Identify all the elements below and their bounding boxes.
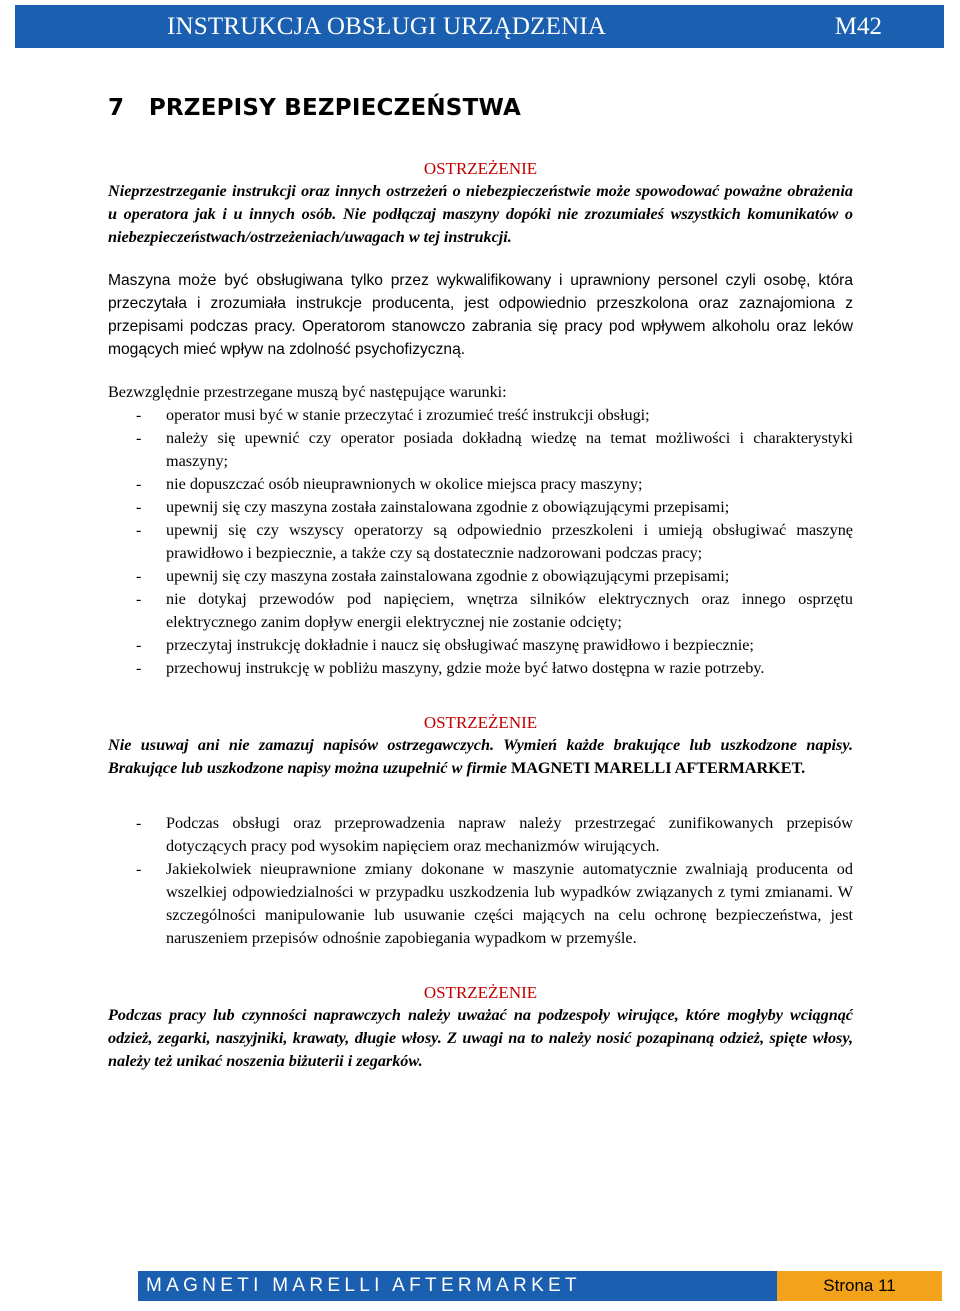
- warning-text-3: Podczas pracy lub czynności naprawczych należy uważać na podzespoły wirujące, które mogłyby wciągnąć odzież, zegarki, naszyjniki, krawaty, długie włosy. Z uwagi na to należy nosić pozapinaną odzież, spięte włosy, należy też unikać noszenia biżuterii i zegarków.: [108, 1006, 853, 1070]
- dash-bullet: -: [136, 659, 142, 677]
- company-name: MAGNETI MARELLI AFTERMARKET.: [510, 759, 806, 777]
- warning-text-1: Nieprzestrzeganie instrukcji oraz innych ostrzeżeń o niebezpieczeństwie może spowodować poważne obrażenia u operatora jak i u innych osób. Nie podłączaj maszyny dopóki nie zrozumiałeś wszystkich komunikatów o niebezpieczeństwach/ostrzeżeniach/uwagach w tej instrukcji.: [108, 182, 853, 246]
- conditions-list: [108, 404, 853, 680]
- list-item-text: upewnij się czy wszyscy operatorzy są odpowiednio przeszkoleni i umieją obsługiwać maszynę prawidłowo i bezpiecznie, a także czy są dostatecznie nadzorowani podczas pracy;: [166, 521, 853, 562]
- page-number: Strona 11: [777, 1271, 942, 1301]
- list-item: [108, 519, 853, 565]
- operator-paragraph: Maszyna może być obsługiwana tylko przez wykwalifikowany i uprawniony personel czyli osobę, która przeczytała i zrozumiała instrukcje producenta, jest odpowiednio przeszkolona oraz zaznajomiona z przepisami podczas pracy. Operatorom stanowczo zabrania się pracy pod wpływem alkoholu oraz leków mogących mieć wpływ na zdolność psychofizyczną.: [108, 272, 853, 358]
- dash-bullet: -: [136, 860, 142, 878]
- dash-bullet: -: [136, 475, 142, 493]
- warning-label-2: OSTRZEŻENIE: [423, 713, 538, 732]
- list-item-text: upewnij się czy maszyna została zainstalowana zgodnie z obowiązującymi przepisami;: [166, 567, 730, 585]
- chapter-title-text: PRZEPISY BEZPIECZEŃSTWA: [148, 95, 521, 121]
- list-item-text: upewnij się czy maszyna została zainstalowana zgodnie z obowiązującymi przepisami;: [166, 498, 730, 516]
- warning-text-2: [108, 734, 853, 780]
- list-item: [108, 588, 853, 634]
- chapter-title: [108, 95, 521, 121]
- model-number: M42: [834, 12, 882, 40]
- dash-bullet: -: [136, 636, 142, 654]
- dash-bullet: -: [136, 590, 142, 608]
- warning-text-2-body: Nie usuwaj ani nie zamazuj napisów ostrzegawczych. Wymień każde brakujące lub uszkodzone napisy. Brakujące lub uszkodzone napisy można uzupełnić w firmie: [108, 736, 853, 777]
- list-item: [108, 427, 853, 473]
- page-content: [108, 158, 853, 1073]
- warning-label-1: OSTRZEŻENIE: [423, 159, 538, 178]
- dash-bullet: -: [136, 814, 142, 832]
- chapter-number: 7: [108, 95, 125, 121]
- dash-bullet: -: [136, 521, 142, 539]
- page-footer: [138, 1271, 942, 1301]
- dash-bullet: -: [136, 567, 142, 585]
- list-item-text: nie dopuszczać osób nieuprawnionych w okolice miejsca pracy maszyny;: [166, 475, 643, 493]
- warning-label-3: OSTRZEŻENIE: [423, 983, 538, 1002]
- list-item: [108, 812, 853, 858]
- list-item-text: Jakiekolwiek nieuprawnione zmiany dokonane w maszynie automatycznie zwalniają producenta od wszelkiej odpowiedzialności w przypadku uszkodzenia lub wypadków związanych z tymi zmianami. W szczególności manipulowanie lub usuwanie części mających na celu ochronę bezpieczeństwa, jest naruszeniem przepisów odnośnie zapobiegania wypadkom w przemyśle.: [166, 860, 853, 947]
- list-item-text: Podczas obsługi oraz przeprowadzenia napraw należy przestrzegać zunifikowanych przepisów dotyczących pracy pod wysokim napięciem oraz mechanizmów wirujących.: [166, 814, 853, 855]
- list-item: [108, 404, 853, 427]
- list-item-text: nie dotykaj przewodów pod napięciem, wnętrza silników elektrycznych oraz innego osprzętu elektrycznego zanim dopływ energii elektrycznej nie zostanie odcięty;: [166, 590, 853, 631]
- document-header: [15, 5, 944, 48]
- list-item-text: przechowuj instrukcję w pobliżu maszyny, gdzie może być łatwo dostępna w razie potrzeby.: [166, 659, 765, 677]
- list-item-text: należy się upewnić czy operator posiada dokładną wiedzę na temat możliwości i charakterystyki maszyny;: [166, 429, 853, 470]
- list-item-text: przeczytaj instrukcję dokładnie i naucz się obsługiwać maszynę prawidłowo i bezpiecznie;: [166, 636, 754, 654]
- conditions-intro: Bezwzględnie przestrzegane muszą być następujące warunki:: [108, 383, 507, 401]
- footer-brand: MAGNETI MARELLI AFTERMARKET: [138, 1271, 777, 1301]
- list-item: [108, 657, 853, 680]
- list-item-text: operator musi być w stanie przeczytać i zrozumieć treść instrukcji obsługi;: [166, 406, 650, 424]
- dash-bullet: -: [136, 406, 142, 424]
- list-item: [108, 473, 853, 496]
- document-title: INSTRUKCJA OBSŁUGI URZĄDZENIA: [167, 12, 607, 40]
- rules-list: [108, 812, 853, 950]
- dash-bullet: -: [136, 429, 142, 447]
- list-item: [108, 634, 853, 657]
- dash-bullet: -: [136, 498, 142, 516]
- list-item: [108, 565, 853, 588]
- list-item: [108, 496, 853, 519]
- list-item: [108, 858, 853, 950]
